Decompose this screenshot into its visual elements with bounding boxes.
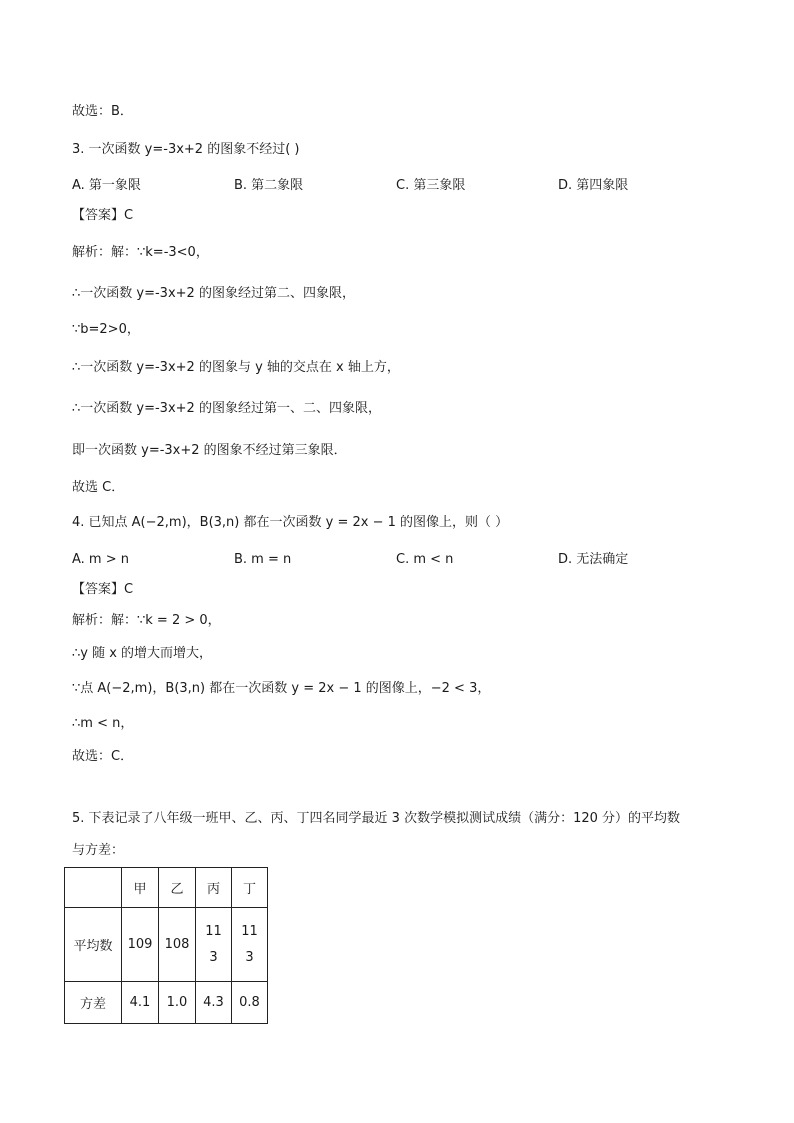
table-header-cell: 丁 xyxy=(232,868,268,908)
table-cell: 108 xyxy=(159,908,196,982)
option-c: C. m < n xyxy=(396,552,454,567)
solution-line: 即一次函数 y=-3x+2 的图象不经过第三象限． xyxy=(72,443,347,458)
table-header-cell: 甲 xyxy=(122,868,159,908)
table-cell: 109 xyxy=(122,908,159,982)
table-header-cell: 乙 xyxy=(159,868,196,908)
option-a: A. m > n xyxy=(72,552,129,567)
question-5: 5. 下表记录了八年级一班甲、乙、丙、丁四名同学最近 3 次数学模拟测试成绩（满分：120 分）的平均数 xyxy=(72,811,681,826)
option-d: D. 无法确定 xyxy=(558,552,629,567)
table-cell: 11 3 xyxy=(196,908,232,982)
option-a: A. 第一象限 xyxy=(72,178,141,193)
solution-line: 解析：解：∵k = 2 > 0， xyxy=(72,613,221,628)
solution-line: 故选：C． xyxy=(72,749,134,764)
table-row xyxy=(65,908,268,982)
table-cell: 1.0 xyxy=(159,982,196,1024)
text-line: 故选：B． xyxy=(72,104,133,119)
table-header-cell: 丙 xyxy=(196,868,232,908)
solution-line: 解析：解：∵k=-3<0， xyxy=(72,245,209,260)
solution-line: ∴y 随 x 的增大而增大， xyxy=(72,646,213,661)
table-corner-cell xyxy=(65,868,122,908)
solution-line: ∵b=2>0， xyxy=(72,322,140,337)
solution-line: ∴一次函数 y=-3x+2 的图象与 y 轴的交点在 x 轴上方， xyxy=(72,360,400,375)
table-cell: 0.8 xyxy=(232,982,268,1024)
question-3: 3. 一次函数 y=-3x+2 的图象不经过( ) xyxy=(72,142,300,157)
table-row xyxy=(65,982,268,1024)
option-c: C. 第三象限 xyxy=(396,178,466,193)
table-cell: 4.3 xyxy=(196,982,232,1024)
row-label: 方差 xyxy=(65,982,122,1024)
solution-line: 故选 C． xyxy=(72,480,125,495)
option-d: D. 第四象限 xyxy=(558,178,629,193)
answer-label: 【答案】C xyxy=(72,208,134,223)
question-4: 4. 已知点 A(−2,m)，B(3,n) 都在一次函数 y = 2x − 1 的图像上，则（ ） xyxy=(72,515,509,530)
solution-line: ∴m < n， xyxy=(72,716,134,731)
solution-line: ∵点 A(−2,m)，B(3,n) 都在一次函数 y = 2x − 1 的图像上，−2 < 3， xyxy=(72,681,491,696)
solution-line: ∴一次函数 y=-3x+2 的图象经过第一、二、四象限， xyxy=(72,401,381,416)
table-header-row xyxy=(65,868,268,908)
answer-label: 【答案】C xyxy=(72,582,134,597)
option-b: B. m = n xyxy=(234,552,292,567)
table-cell: 4.1 xyxy=(122,982,159,1024)
solution-line: ∴一次函数 y=-3x+2 的图象经过第二、四象限， xyxy=(72,286,355,301)
question-5-cont: 与方差： xyxy=(72,843,125,858)
option-b: B. 第二象限 xyxy=(234,178,304,193)
scores-table xyxy=(64,867,268,1024)
row-label: 平均数 xyxy=(65,908,122,982)
table-cell: 11 3 xyxy=(232,908,268,982)
